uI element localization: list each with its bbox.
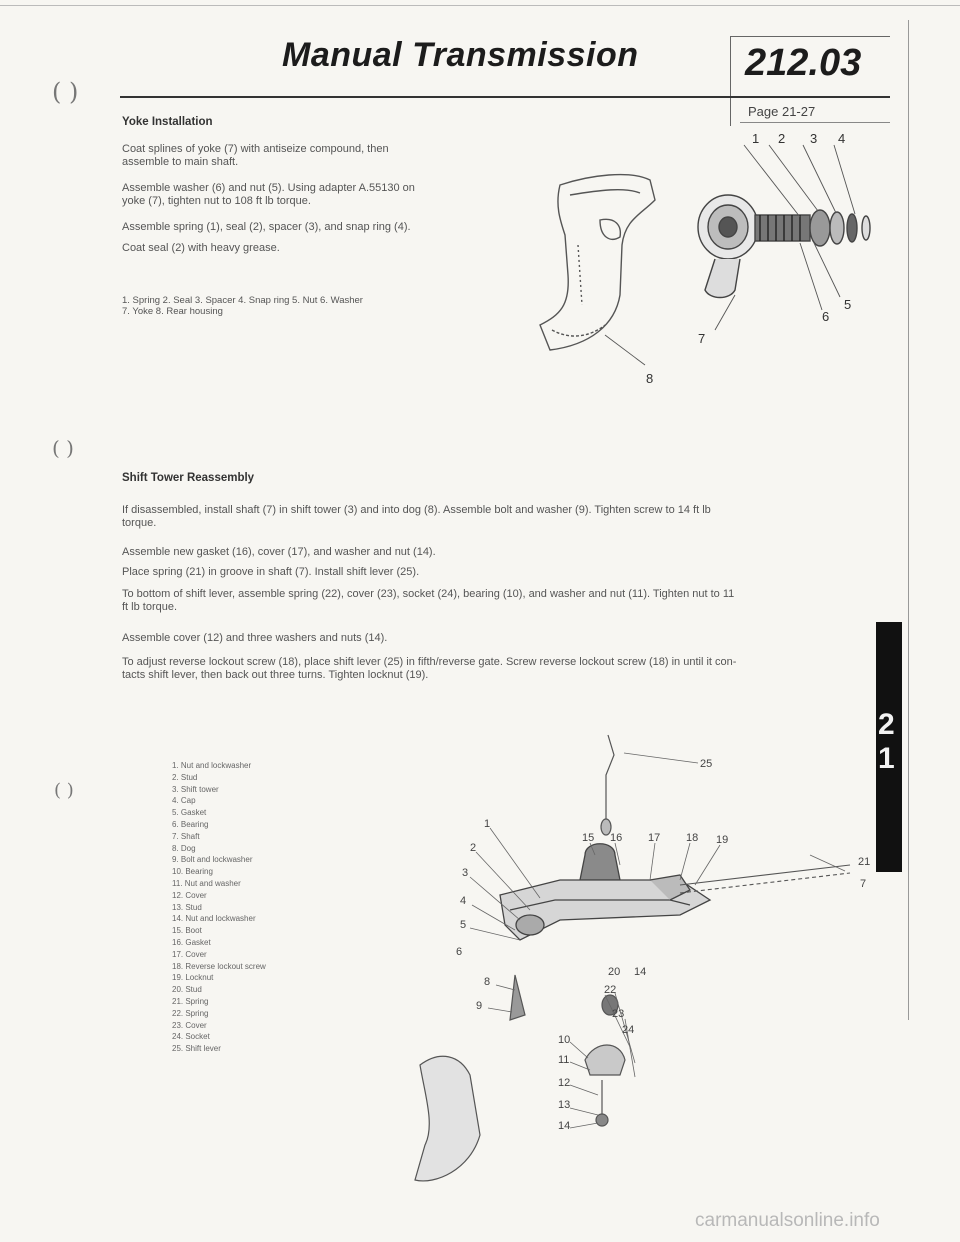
shift-callout-9: 9: [476, 1000, 483, 1012]
yoke-legend-line: 1. Spring 2. Seal 3. Spacer 4. Snap ring 5. Nut 6. Washer: [122, 295, 363, 306]
yoke-line: assemble to main shaft.: [122, 156, 239, 168]
legend-item: 9. Bolt and lockwasher: [172, 855, 253, 865]
legend-item: 15. Boot: [172, 926, 202, 936]
shift-tower-line: torque.: [122, 517, 157, 529]
scan-top-edge: [0, 5, 960, 6]
legend-item: 11. Nut and washer: [172, 878, 241, 888]
header-rule: [120, 96, 890, 98]
shift-tower-housing-drawing: [500, 844, 710, 940]
yoke-callout-3: 3: [810, 131, 818, 146]
legend-item: 23. Cover: [172, 1020, 207, 1030]
yoke-paragraph-2: [122, 182, 522, 208]
shift-callout-18: 18: [686, 832, 699, 844]
shift-callout-23: 23: [612, 1008, 625, 1020]
section-box-top-rule: [730, 36, 890, 37]
yoke-callout-1: 1: [752, 131, 760, 146]
binder-hole-mark: ( ): [52, 78, 79, 106]
yoke-callout-2: 2: [778, 131, 786, 146]
shift-lever-drawing: [601, 735, 614, 835]
shift-callout-22: 22: [604, 984, 617, 996]
yoke-callout-7: 7: [698, 331, 706, 346]
legend-item: 16. Gasket: [172, 937, 211, 947]
legend-item: 14. Nut and lockwasher: [172, 914, 256, 924]
legend-item: 6. Bearing: [172, 819, 209, 829]
shift-callout-13: 13: [558, 1099, 571, 1111]
legend-item: 24. Socket: [172, 1032, 210, 1042]
shift-callout-24: 24: [622, 1024, 635, 1036]
legend-item: 20. Stud: [172, 985, 202, 995]
page-reference: Page 21-27: [748, 104, 816, 119]
shift-callout-14: 14: [558, 1120, 571, 1132]
section-tab-digit-top: 2: [878, 708, 895, 741]
shift-tower-paragraph-4: [122, 588, 882, 614]
shaft-drawing: [680, 865, 850, 893]
watermark: carmanualsonline.info: [695, 1210, 880, 1231]
shift-callout-17: 17: [648, 832, 661, 844]
shift-callout-25: 25: [700, 758, 713, 770]
yoke-paragraph-4: Coat seal (2) with heavy grease.: [122, 242, 280, 254]
yoke-exploded-diagram: [530, 125, 890, 395]
section-box-left-rule: [730, 36, 731, 126]
shift-callout-7: 7: [860, 878, 867, 890]
shift-tower-line: To adjust reverse lockout screw (18), place shift lever (25) in fifth/reverse gate. Screw reverse lockout screw (18) in until it con-: [122, 656, 737, 668]
yoke-paragraph-3: Assemble spring (1), seal (2), spacer (3), and snap ring (4).: [122, 221, 411, 233]
section-box-bottom-rule: [740, 122, 890, 123]
shift-tower-paragraph-1: [122, 504, 882, 530]
shift-callout-10: 10: [558, 1034, 571, 1046]
shift-callout-14b: 14: [634, 966, 647, 978]
shift-callout-11: 11: [558, 1054, 570, 1066]
yoke-callout-4: 4: [838, 131, 846, 146]
shift-callout-5: 5: [460, 919, 467, 931]
legend-item: 8. Dog: [172, 843, 196, 853]
shift-callout-1: 1: [484, 818, 491, 830]
legend-item: 13. Stud: [172, 902, 202, 912]
shift-callout-21: 21: [858, 856, 871, 868]
shift-callout-8: 8: [484, 976, 491, 988]
binder-hole-mark: ( ): [54, 780, 74, 801]
shift-callout-3: 3: [462, 867, 469, 879]
shift-tower-paragraph-6: [122, 656, 882, 682]
shift-tower-legend: [172, 760, 352, 1055]
legend-item: 19. Locknut: [172, 973, 214, 983]
legend-item: 21. Spring: [172, 996, 209, 1006]
shift-callout-6: 6: [456, 946, 463, 958]
dog-and-lower-parts-drawing: [415, 975, 625, 1181]
legend-item: 2. Stud: [172, 772, 198, 782]
legend-item: 18. Reverse lockout screw: [172, 961, 266, 971]
yoke-legend-line: 7. Yoke 8. Rear housing: [122, 306, 223, 318]
shift-tower-heading: Shift Tower Reassembly: [122, 472, 255, 484]
shift-tower-line: To bottom of shift lever, assemble spring (22), cover (23), socket (24), bearing (10), and washer and nut (11). Tighten nut to 11: [122, 588, 735, 600]
yoke-line: yoke (7), tighten nut to 108 ft lb torque.: [122, 195, 311, 207]
shift-tower-line: ft lb torque.: [122, 601, 178, 613]
binder-hole-mark: ( ): [52, 436, 74, 460]
shift-callout-16: 16: [610, 832, 623, 844]
shift-tower-line: tacts shift lever, then back out three turns. Tighten locknut (19).: [122, 669, 429, 681]
shift-callout-20: 20: [608, 966, 621, 978]
yoke-heading: Yoke Installation: [122, 116, 213, 128]
yoke-line: Coat splines of yoke (7) with antiseize compound, then: [122, 143, 389, 155]
yoke-drawing: [698, 195, 870, 298]
shift-callout-19: 19: [716, 834, 729, 846]
shift-tower-paragraph-2: Assemble new gasket (16), cover (17), and washer and nut (14).: [122, 546, 436, 558]
legend-item: 1. Nut and lockwasher: [172, 761, 252, 770]
legend-item: 25. Shift lever: [172, 1044, 221, 1054]
yoke-callout-5: 5: [844, 297, 852, 312]
shift-callout-2: 2: [470, 842, 477, 854]
legend-item: 5. Gasket: [172, 808, 207, 818]
shift-tower-paragraph-3: Place spring (21) in groove in shaft (7). Install shift lever (25).: [122, 566, 420, 578]
yoke-callout-6: 6: [822, 309, 830, 324]
shift-tower-leader-lines: [470, 753, 845, 1128]
yoke-paragraph-1: [122, 143, 522, 169]
legend-item: 12. Cover: [172, 890, 207, 900]
yoke-line: Assemble washer (6) and nut (5). Using adapter A.55130 on: [122, 182, 415, 194]
legend-item: 3. Shift tower: [172, 784, 219, 794]
shift-tower-line: If disassembled, install shaft (7) in shift tower (3) and into dog (8). Assemble bolt and washer (9). Tighten screw to 14 ft lb: [122, 504, 711, 516]
shift-tower-exploded-diagram: [380, 715, 880, 1195]
legend-item: 22. Spring: [172, 1008, 209, 1018]
section-number: 212.03: [745, 42, 862, 84]
legend-item: 17. Cover: [172, 949, 207, 959]
page-title: Manual Transmission: [282, 36, 639, 74]
shift-callout-12: 12: [558, 1077, 571, 1089]
legend-item: 7. Shaft: [172, 831, 200, 841]
section-tab-digit-bottom: 1: [878, 742, 895, 775]
yoke-callout-8: 8: [646, 371, 654, 386]
legend-item: 4. Cap: [172, 796, 196, 806]
shift-callout-4: 4: [460, 895, 467, 907]
scan-right-edge: [908, 20, 909, 1020]
legend-item: 10. Bearing: [172, 867, 213, 877]
yoke-legend: [122, 295, 542, 318]
shift-tower-paragraph-5: Assemble cover (12) and three washers and nuts (14).: [122, 632, 388, 644]
shift-callout-15: 15: [582, 832, 595, 844]
rear-housing-drawing: [540, 175, 655, 350]
